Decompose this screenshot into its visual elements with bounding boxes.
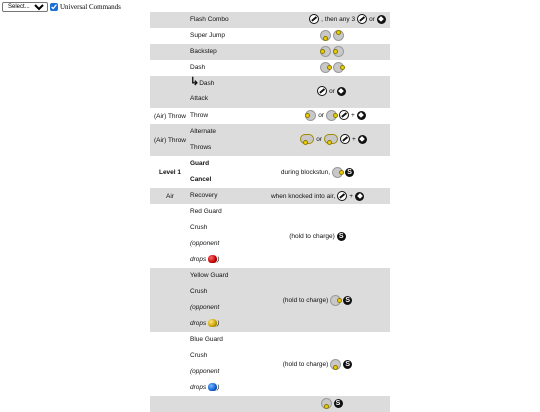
input-text: or (316, 135, 322, 143)
move-name: Blue Guard Crush (opponent drops ) (190, 336, 223, 391)
input-cell (245, 44, 390, 60)
half-circle-forward-icon (324, 134, 338, 144)
return-arrow-icon: ↳ (190, 76, 200, 88)
heart-button-icon (377, 15, 386, 24)
input-cell (245, 332, 390, 396)
input-text: (hold to charge) (282, 360, 329, 368)
plus-sign: + (349, 192, 354, 200)
input-text: or (329, 87, 335, 95)
input-cell (245, 108, 390, 124)
heart-button-icon (337, 87, 346, 96)
stick-left-icon (333, 46, 344, 57)
category-cell (150, 396, 190, 412)
move-name: Super Jump (190, 32, 226, 39)
table-row (150, 156, 390, 188)
move-name: Guard Cancel (190, 160, 212, 183)
category-cell: (Air) Throw (153, 136, 187, 144)
table-row (150, 332, 390, 396)
stick-right-icon (320, 62, 331, 73)
table-row (150, 108, 390, 124)
category-cell (150, 44, 190, 60)
commands-table (150, 12, 390, 412)
input-cell (245, 188, 390, 204)
table-row (150, 60, 390, 76)
spin-button-icon (317, 86, 327, 96)
input-text: (hold to charge) (282, 296, 329, 304)
table-row (150, 188, 390, 204)
universal-commands-checkbox[interactable] (50, 3, 58, 11)
move-name (190, 396, 245, 412)
move-name: Alternate Throws (190, 128, 217, 151)
yellow-gem-icon (208, 319, 217, 327)
stick-down-icon (321, 398, 332, 409)
table-row (150, 204, 390, 268)
category-cell (150, 60, 190, 76)
table-row (150, 44, 390, 60)
universal-commands-label: Universal Commands (60, 3, 121, 11)
s-button-icon: S (345, 168, 354, 177)
move-name: Throw (190, 112, 209, 119)
input-cell (245, 124, 390, 156)
move-name: Backstep (190, 48, 217, 55)
input-text: when knocked into air, (270, 192, 336, 200)
stick-down-icon (330, 359, 341, 370)
move-name: Dash (190, 64, 206, 71)
table-row (150, 28, 390, 44)
table-row (150, 268, 390, 332)
input-text: during blockstun, (280, 168, 331, 176)
move-name: Yellow Guard Crush (opponent drops ) (190, 272, 229, 327)
heart-button-icon (355, 192, 364, 201)
input-cell (245, 156, 390, 188)
input-text: , then any 3 (321, 15, 356, 23)
stick-down-icon (320, 30, 331, 41)
stick-right-icon (326, 110, 337, 121)
input-cell (245, 76, 390, 108)
blue-gem-icon (208, 383, 217, 391)
category-cell (150, 204, 190, 268)
s-button-icon: S (334, 399, 343, 408)
category-cell: Level 1 (158, 168, 182, 176)
input-cell (245, 268, 390, 332)
stick-right-icon (333, 62, 344, 73)
stick-left-icon (320, 46, 331, 57)
table-row (150, 12, 390, 28)
plus-sign: + (350, 111, 355, 119)
move-name: ↳Dash Attack (190, 76, 215, 102)
table-row (150, 396, 390, 412)
category-cell (150, 332, 190, 396)
spin-button-icon (340, 134, 350, 144)
category-cell (150, 12, 190, 28)
spin-button-icon (339, 110, 349, 120)
table-row (150, 76, 390, 108)
category-cell: Air (166, 192, 174, 200)
stick-right-icon (330, 295, 341, 306)
spin-button-icon (309, 14, 319, 24)
input-text: or (369, 15, 375, 23)
category-cell (150, 76, 190, 108)
category-cell (150, 268, 190, 332)
move-name: Recovery (190, 192, 218, 199)
s-button-icon: S (337, 232, 346, 241)
spin-button-icon (337, 191, 347, 201)
top-controls (2, 2, 121, 12)
half-circle-back-icon (300, 134, 314, 144)
input-cell (245, 396, 390, 412)
category-cell: (Air) Throw (153, 112, 187, 120)
input-cell (245, 204, 390, 268)
stick-up-icon (333, 30, 344, 41)
s-button-icon: S (343, 296, 352, 305)
input-cell (245, 12, 390, 28)
table-row (150, 124, 390, 156)
red-gem-icon (208, 255, 217, 263)
input-text: (hold to charge) (289, 232, 335, 240)
s-button-icon: S (343, 360, 352, 369)
input-cell (245, 60, 390, 76)
move-name: Red Guard Crush (opponent drops ) (190, 208, 222, 263)
mode-select[interactable] (2, 2, 48, 12)
heart-button-icon (358, 135, 367, 144)
spin-button-icon (357, 14, 367, 24)
input-cell (245, 28, 390, 44)
stick-right-icon (332, 167, 343, 178)
move-name: Flash Combo (190, 16, 229, 23)
category-cell (150, 28, 190, 44)
plus-sign: + (351, 135, 356, 143)
stick-left-icon (305, 110, 316, 121)
input-text: or (318, 111, 324, 119)
heart-button-icon (357, 111, 366, 120)
